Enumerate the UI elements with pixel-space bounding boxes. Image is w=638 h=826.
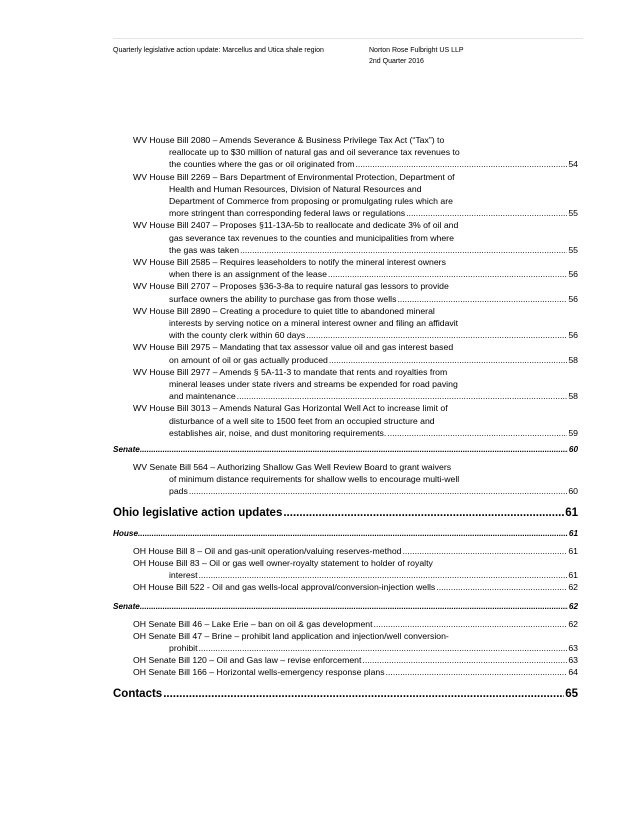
toc-leader — [138, 528, 568, 540]
toc-entry-text-line: WV House Bill 2269 – Bars Department of Environmental Protection, Department of — [133, 171, 455, 182]
toc-leader — [397, 293, 567, 305]
toc-page-number: 64 — [568, 667, 578, 678]
toc-entry-final-line — [133, 354, 578, 366]
toc-entry[interactable] — [113, 280, 578, 304]
toc-entry[interactable] — [113, 461, 578, 498]
wv-house-bills-list — [113, 134, 578, 439]
toc-entry-final-line — [133, 293, 578, 305]
toc-leader — [328, 268, 567, 280]
toc-entry-text-line: Health and Human Resources, Division of Natural Resources and — [169, 183, 422, 194]
toc-entry-text-line: WV House Bill 2585 – Requires leaseholders to notify the mineral interest owners — [133, 257, 446, 268]
toc-entry-text: when there is an assignment of the lease — [169, 269, 327, 280]
toc-page-number: 55 — [568, 208, 578, 219]
toc-entry-text-line: OH House Bill 83 – Oil or gas well owner-royalty statement to holder of royalty — [133, 557, 433, 568]
header-right — [369, 45, 464, 67]
toc-entry[interactable] — [113, 557, 578, 581]
toc-leader — [386, 666, 568, 678]
toc-heading-label: Contacts — [113, 687, 163, 700]
toc-page-number: 56 — [568, 330, 578, 341]
toc-entry-text-line: WV House Bill 2977 – Amends § 5A-11-3 to mandate that rents and royalties from — [133, 366, 448, 377]
toc-entry-final-line — [133, 427, 578, 439]
toc-entry-text-line: WV House Bill 2975 – Mandating that tax assessor value oil and gas interest based — [133, 342, 454, 353]
toc-entry-final-line — [133, 581, 578, 593]
toc-page-number: 55 — [568, 244, 578, 255]
toc-leader — [436, 581, 567, 593]
toc-entry[interactable] — [113, 134, 578, 171]
toc-entry-text-line: disturbance of a well site to 1500 feet from an occupied structure and — [169, 415, 435, 426]
toc-entry-final-line — [133, 390, 578, 402]
toc-entry-text-line: WV House Bill 2890 – Creating a procedure to quiet title to abandoned mineral — [133, 305, 435, 316]
oh-house-bills-list — [113, 545, 578, 594]
toc-page-number: 62 — [568, 582, 578, 593]
toc-entry-text: on amount of oil or gas actually produced — [169, 354, 328, 365]
toc-leader — [240, 244, 567, 256]
toc-page-number: 65 — [565, 687, 578, 700]
toc-entry[interactable] — [113, 618, 578, 630]
toc-entry-text-line: reallocate up to $30 million of natural gas and oil severance tax revenues to — [169, 147, 460, 158]
toc-page-number: 60 — [568, 445, 578, 455]
toc-leader — [306, 329, 567, 341]
toc-page-number: 62 — [568, 601, 578, 611]
toc-page-number: 59 — [568, 427, 578, 438]
toc-section-label: Senate — [113, 601, 140, 611]
toc-entry[interactable] — [113, 171, 578, 220]
toc-entry-text-line: of minimum distance requirements for shallow wells to encourage multi-well — [169, 474, 460, 485]
toc-page-number: 60 — [568, 486, 578, 497]
header-left — [113, 45, 324, 56]
toc-section-label: Senate — [113, 445, 140, 455]
toc-section-label: House — [113, 528, 139, 538]
toc-entry-text-line: interests by serving notice on a mineral interest owner and filing an affidavit — [169, 318, 459, 329]
header-rule — [113, 38, 583, 39]
toc-leader — [189, 485, 567, 497]
toc-leader — [199, 642, 568, 654]
toc-page-number: 61 — [568, 545, 578, 556]
table-of-contents — [113, 134, 578, 702]
toc-entry-text-line: OH Senate Bill 47 – Brine – prohibit land application and injection/well conversion- — [133, 630, 449, 641]
toc-entry-text-line: WV House Bill 2407 – Proposes §11-13A-5b to reallocate and dedicate 3% of oil and — [133, 220, 459, 231]
toc-page-number: 58 — [568, 391, 578, 402]
toc-leader — [163, 686, 564, 702]
header-firm-name: Norton Rose Fulbright US LLP — [369, 47, 464, 54]
header-quarter: 2nd Quarter 2016 — [369, 58, 424, 65]
toc-entry[interactable] — [113, 366, 578, 403]
toc-entry[interactable] — [113, 666, 578, 678]
toc-leader — [403, 545, 568, 557]
toc-entry-text-line: Department of Commerce from proposing or promulgating rules which are — [169, 196, 453, 207]
toc-heading-ohio[interactable] — [113, 505, 578, 521]
toc-entry[interactable] — [113, 341, 578, 365]
toc-entry-text-line: WV House Bill 2707 – Proposes §36-3-8a to require natural gas lessors to provide — [133, 281, 449, 292]
toc-entry-final-line — [133, 618, 578, 630]
toc-page-number: 61 — [565, 506, 578, 519]
toc-entry-text: the gas was taken — [169, 244, 240, 255]
header-document-title: Quarterly legislative action update: Marcellus and Utica shale region — [113, 47, 324, 54]
toc-leader — [199, 569, 568, 581]
toc-leader — [140, 601, 568, 613]
toc-entry-text: prohibit — [169, 642, 198, 653]
toc-entry-text: more stringent than corresponding federal laws or regulations — [169, 208, 406, 219]
toc-entry-text: establishes air, noise, and dust monitoring requirements. — [169, 427, 387, 438]
toc-page-number: 61 — [568, 570, 578, 581]
toc-entry-text-line: WV Senate Bill 564 – Authorizing Shallow Gas Well Review Board to grant waivers — [133, 462, 452, 473]
toc-entry[interactable] — [113, 630, 578, 654]
toc-entry-text: with the county clerk within 60 days — [169, 330, 306, 341]
toc-leader — [374, 618, 568, 630]
toc-entry-final-line — [133, 158, 578, 170]
toc-entry-final-line — [133, 569, 578, 581]
toc-leader — [237, 390, 568, 402]
toc-entry[interactable] — [113, 256, 578, 280]
toc-entry-final-line — [133, 244, 578, 256]
toc-entry-text: OH House Bill 8 – Oil and gas-unit operation/valuing reserves-method — [133, 545, 402, 556]
toc-entry[interactable] — [113, 581, 578, 593]
toc-leader — [355, 158, 567, 170]
toc-entry-text: OH Senate Bill 46 – Lake Erie – ban on oil & gas development — [133, 618, 373, 629]
toc-entry-text: pads — [169, 486, 188, 497]
toc-leader — [329, 354, 567, 366]
toc-section-wv-senate[interactable] — [113, 444, 578, 456]
toc-leader — [140, 444, 568, 456]
toc-entry[interactable] — [113, 305, 578, 342]
toc-leader — [387, 427, 567, 439]
toc-heading-label: Ohio legislative action updates — [113, 506, 283, 519]
toc-leader — [283, 505, 564, 521]
toc-entry-final-line — [133, 545, 578, 557]
toc-page-number: 58 — [568, 354, 578, 365]
toc-page-number: 54 — [568, 159, 578, 170]
toc-leader — [406, 207, 567, 219]
toc-entry-final-line — [133, 207, 578, 219]
toc-page-number: 62 — [568, 618, 578, 629]
toc-entry-text: OH Senate Bill 120 – Oil and Gas law – revise enforcement — [133, 655, 362, 666]
toc-page-number: 61 — [568, 528, 578, 538]
oh-senate-bills-list — [113, 618, 578, 679]
toc-entry[interactable] — [113, 402, 578, 439]
toc-entry[interactable] — [113, 219, 578, 256]
toc-entry-final-line — [133, 666, 578, 678]
toc-entry-text: the counties where the gas or oil originated from — [169, 159, 355, 170]
wv-senate-bills-list — [113, 461, 578, 498]
toc-entry-text-line: WV House Bill 2080 – Amends Severance & Business Privilege Tax Act (“Tax”) to — [133, 135, 445, 145]
toc-entry-text-line: mineral leases under state rivers and streams be expended for road paving — [169, 379, 458, 390]
toc-entry-text: and maintenance — [169, 391, 236, 402]
toc-page-number: 56 — [568, 269, 578, 280]
toc-section-oh-senate[interactable] — [113, 601, 578, 613]
toc-entry-text-line: gas severance tax revenues to the counties and municipalities from where — [169, 232, 454, 243]
toc-page-number: 63 — [568, 655, 578, 666]
toc-entry-final-line — [133, 268, 578, 280]
toc-entry[interactable] — [113, 654, 578, 666]
toc-page-number: 63 — [568, 642, 578, 653]
toc-section-oh-house[interactable] — [113, 528, 578, 540]
toc-leader — [362, 654, 567, 666]
toc-entry-text-line: WV House Bill 3013 – Amends Natural Gas Horizontal Well Act to increase limit of — [133, 403, 448, 414]
toc-entry-final-line — [133, 654, 578, 666]
toc-entry[interactable] — [113, 545, 578, 557]
toc-entry-final-line — [133, 329, 578, 341]
toc-entry-text: interest — [169, 570, 198, 581]
toc-page-number: 56 — [568, 293, 578, 304]
toc-entry-text: surface owners the ability to purchase gas from those wells — [169, 293, 397, 304]
toc-entry-final-line — [133, 642, 578, 654]
toc-entry-final-line — [133, 485, 578, 497]
toc-heading-contacts[interactable] — [113, 686, 578, 702]
toc-entry-text: OH House Bill 522 - Oil and gas wells-local approval/conversion-injection wells — [133, 582, 436, 593]
toc-entry-text: OH Senate Bill 166 – Horizontal wells-emergency response plans — [133, 667, 385, 678]
